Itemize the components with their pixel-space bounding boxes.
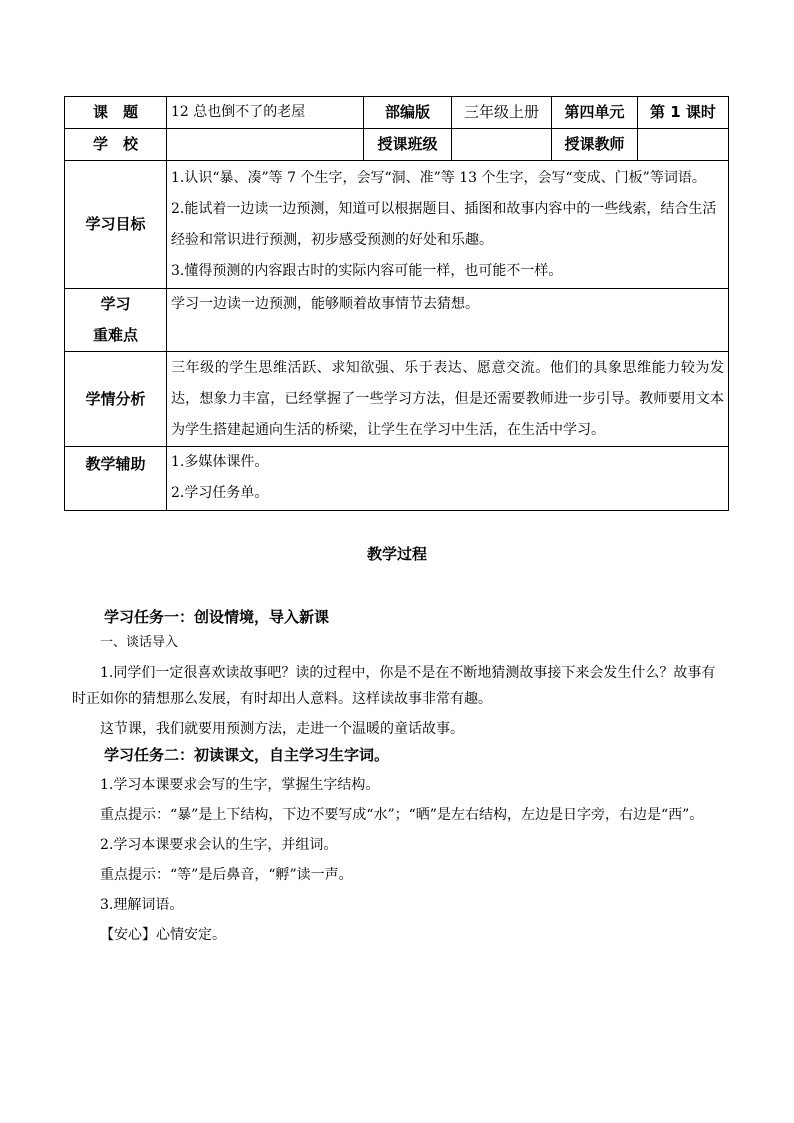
teacher-label: 授课教师 — [552, 129, 638, 161]
task2-paragraph-2: 重点提示：“暴”是上下结构，下边不要写成“水”；“晒”是左右结构，左边是日字旁，右边是“西”。 — [100, 807, 704, 823]
goal-item: 3.懂得预测的内容跟古时的实际内容可能一样，也可能不一样。 — [171, 262, 563, 279]
aid-item: 2.学习任务单。 — [171, 485, 269, 501]
task2-paragraph-4: 重点提示：“等”是后鼻音，“孵”读一声。 — [100, 867, 353, 883]
unit-cell: 第四单元 — [552, 97, 638, 129]
goals-row — [65, 161, 729, 289]
aids-label: 教学辅助 — [65, 447, 167, 511]
school-label: 学 校 — [65, 129, 167, 161]
goal-item: 2.能试着一边读一边预测，知道可以根据题目、插图和故事内容中的一些线索，结合生活经验和常识进行预测，初步感受预测的好处和乐趣。 — [171, 200, 717, 248]
analysis-row — [65, 352, 729, 447]
class-value — [452, 129, 552, 161]
process-body — [72, 604, 724, 948]
task1-heading: 学习任务一：创设情境，导入新课 — [104, 608, 330, 626]
task1-subheading: 一、谈话导入 — [100, 635, 179, 650]
analysis-label: 学情分析 — [65, 352, 167, 447]
key-points-content: 学习一边读一边预测，能够顺着故事情节去猜想。 — [167, 289, 729, 352]
edition-cell: 部编版 — [364, 97, 452, 129]
grade-cell: 三年级上册 — [452, 97, 552, 129]
teacher-value — [638, 129, 729, 161]
task2-paragraph-5: 3.理解词语。 — [100, 897, 184, 913]
school-row — [65, 129, 729, 161]
process-title: 教学过程 — [366, 545, 427, 563]
lesson-cell: 第 1 课时 — [638, 97, 729, 129]
key-points-row — [65, 289, 729, 352]
aids-content — [167, 447, 729, 511]
aids-row — [65, 447, 729, 511]
task2-paragraph-1: 1.学习本课要求会写的生字，掌握生字结构。 — [100, 777, 380, 793]
header-row — [65, 97, 729, 129]
task2-paragraph-6: 【安心】心情安定。 — [100, 927, 226, 943]
school-value — [167, 129, 364, 161]
task2-paragraph-3: 2.学习本课要求会认的生字，并组词。 — [100, 837, 338, 853]
task1-paragraph-1: 1.同学们一定很喜欢读故事吧？读的过程中，你是不是在不断地猜测故事接下来会发生什么？故事有时正如你的猜想那么发展，有时却出人意料。这样读故事非常有趣。 — [72, 665, 716, 707]
task2-heading: 学习任务二：初读课文，自主学习生字词。 — [104, 746, 390, 764]
goal-item: 1.认识“暴、凑”等 7 个生字，会写“洞、准”等 13 个生字，会写“变成、门板”等词语。 — [171, 169, 706, 186]
goals-label: 学习目标 — [65, 161, 167, 289]
analysis-content: 三年级的学生思维活跃、求知欲强、乐于表达、愿意交流。他们的具象思维能力较为发达，想象力丰富，已经掌握了一些学习方法，但是还需要教师进一步引导。教师要用文本为学生搭建起通向生活的桥梁，让学生在学习中生活，在生活中学习。 — [167, 352, 729, 447]
topic-value: 12 总也倒不了的老屋 — [167, 97, 364, 129]
aid-item: 1.多媒体课件。 — [171, 454, 269, 470]
lesson-info-table — [64, 96, 729, 511]
key-points-label: 学习 重难点 — [65, 289, 167, 352]
class-label: 授课班级 — [364, 129, 452, 161]
topic-label: 课 题 — [65, 97, 167, 129]
goals-content — [167, 161, 729, 289]
task1-paragraph-2: 这节课，我们就要用预测方法，走进一个温暖的童话故事。 — [100, 721, 464, 737]
